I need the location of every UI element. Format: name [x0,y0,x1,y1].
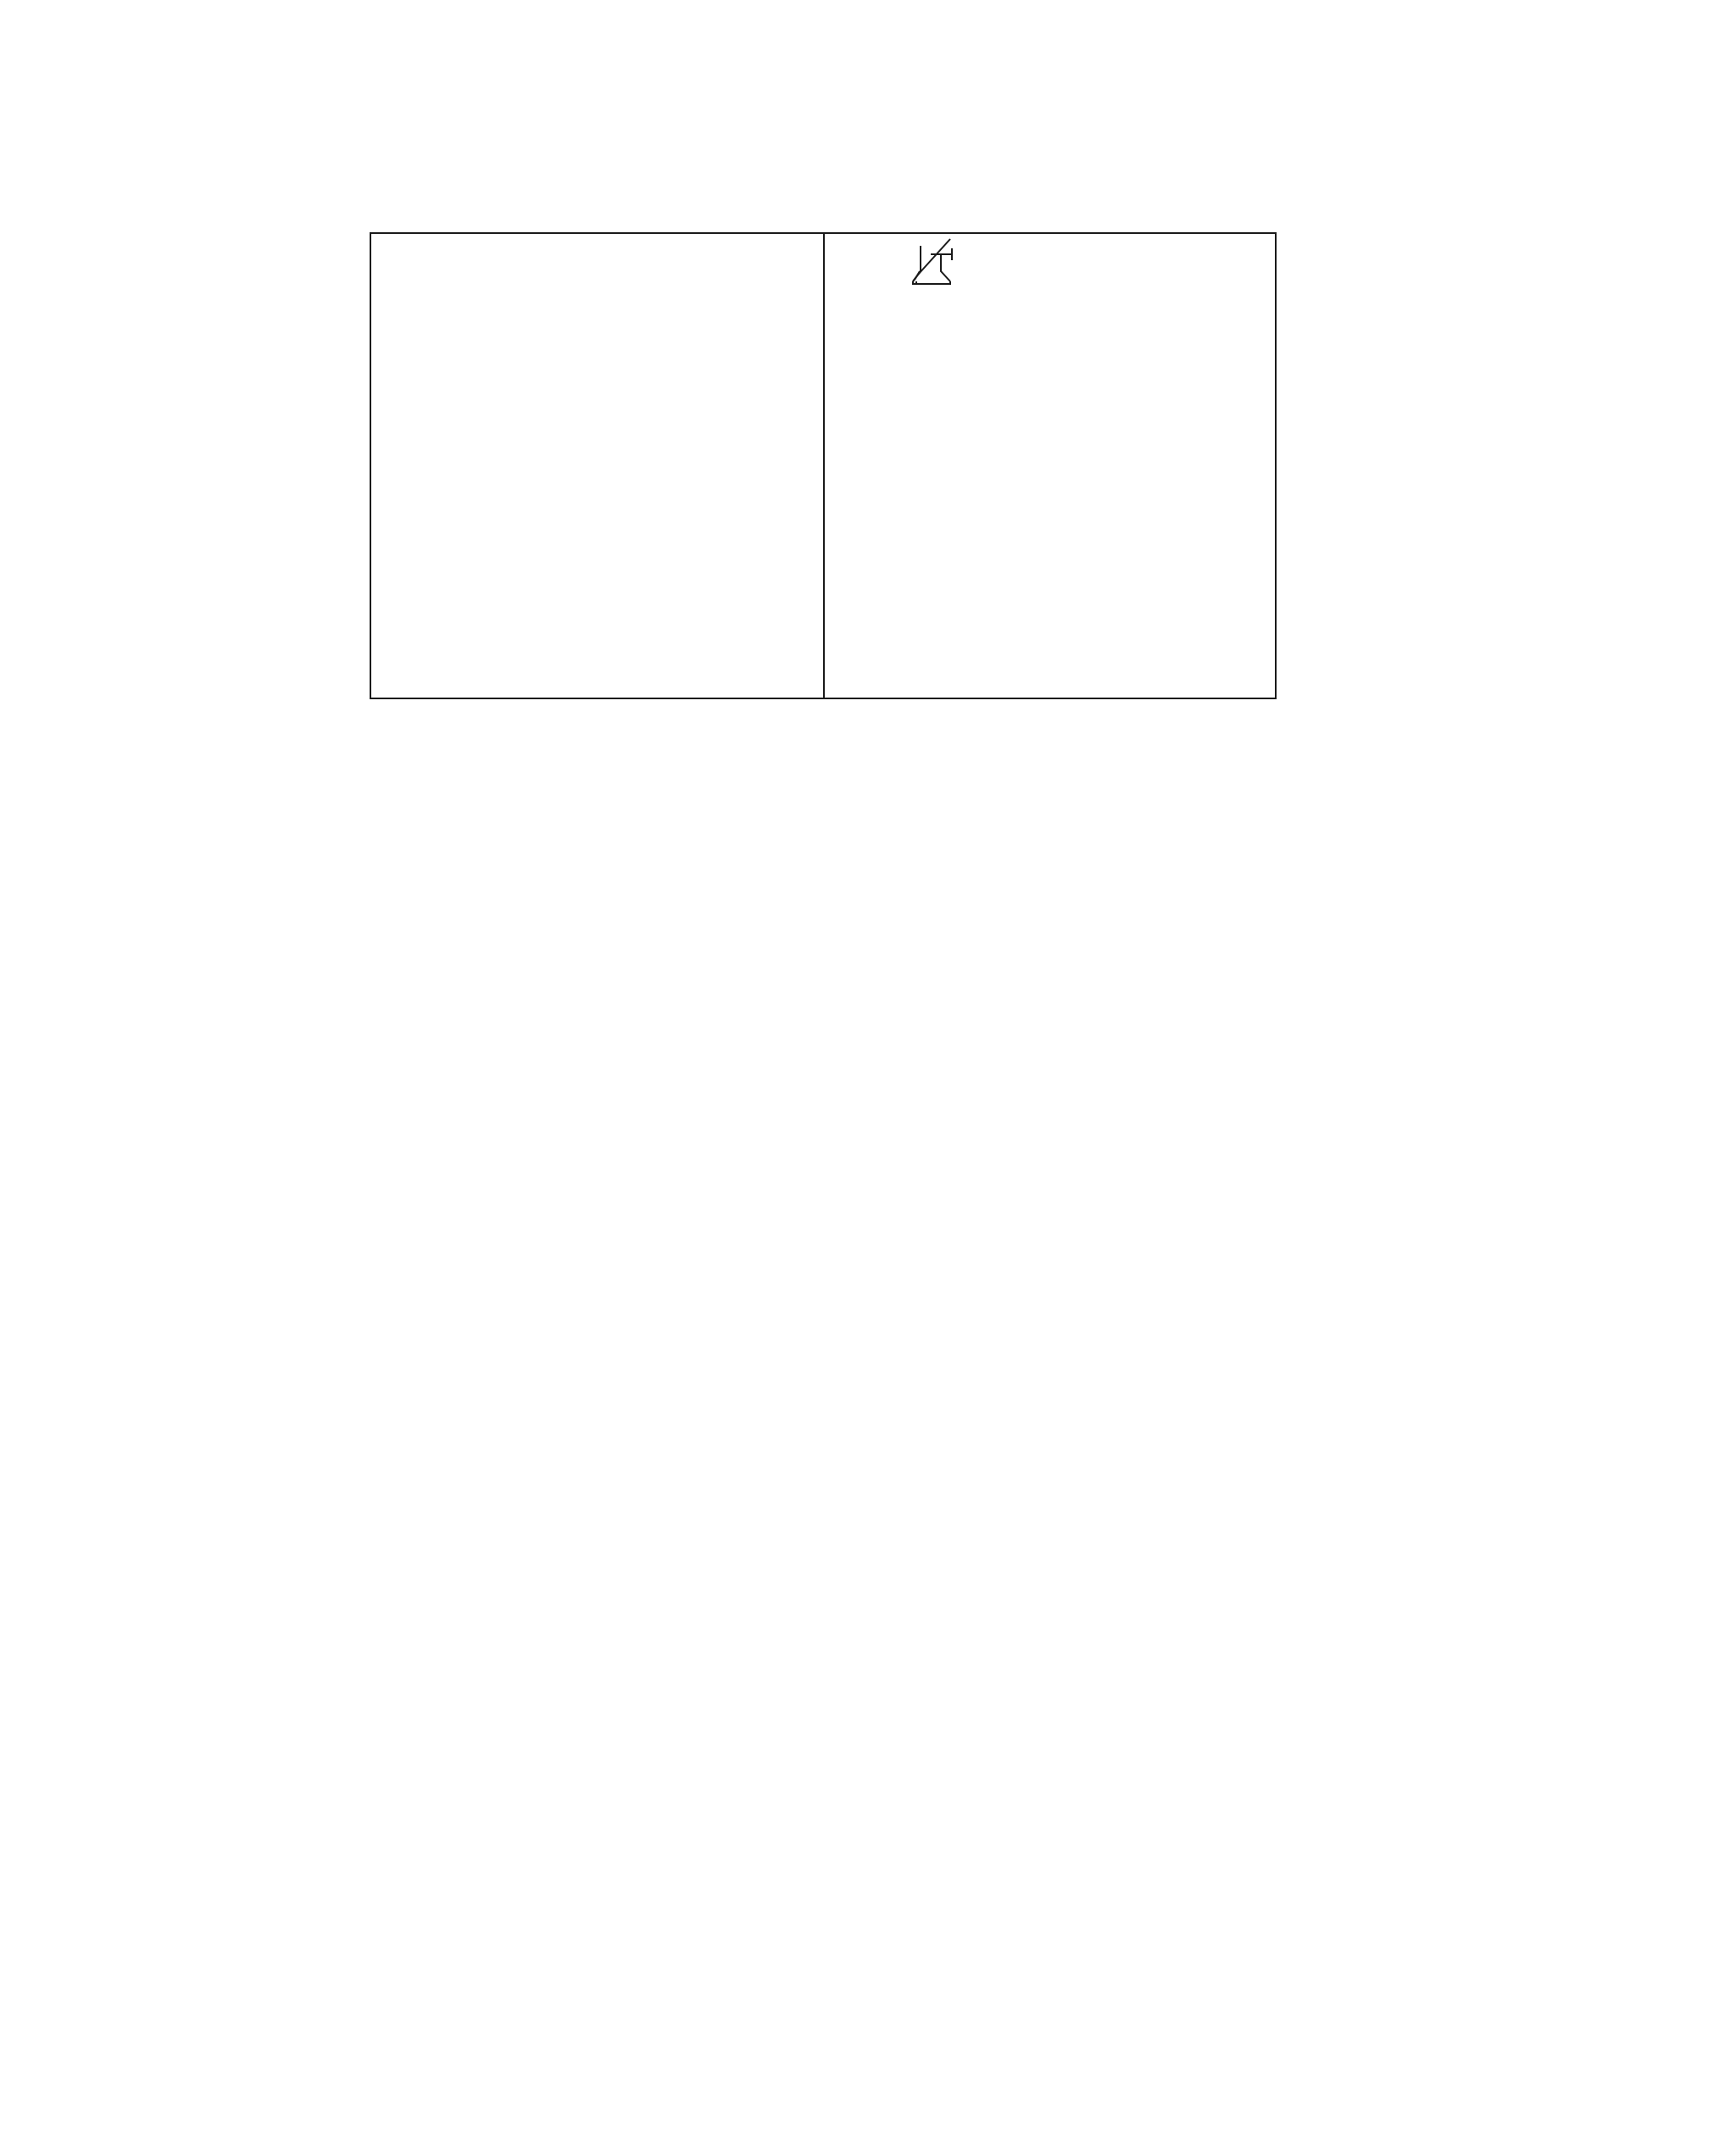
heater-symbol-table [370,232,1277,699]
upshot-heater-icon [825,234,1277,698]
